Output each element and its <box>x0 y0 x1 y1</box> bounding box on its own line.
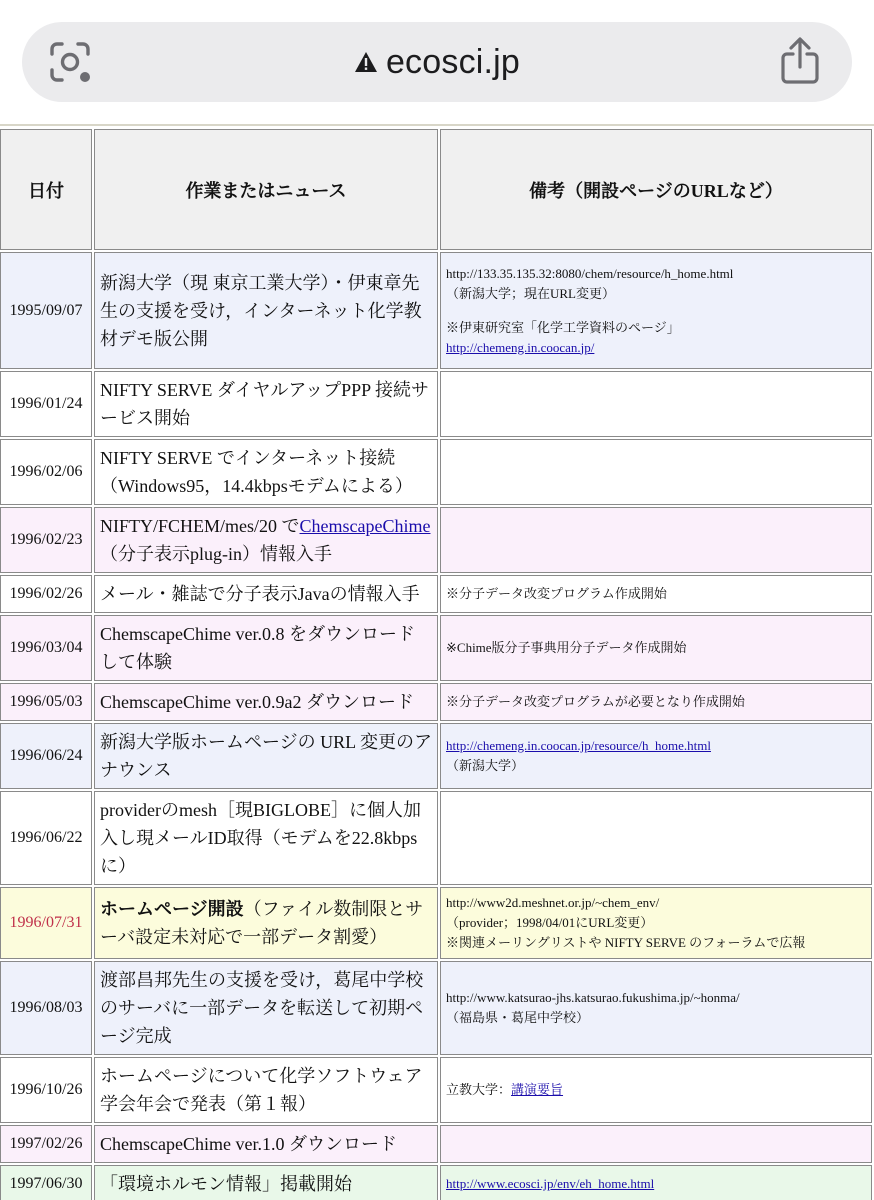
warning-triangle-icon <box>354 51 378 73</box>
table-row <box>0 615 872 681</box>
share-icon[interactable] <box>778 36 822 86</box>
note-url: http://www.katsurao-jhs.katsurao.fukushima.jp/~honma/ <box>446 990 740 1005</box>
row-note: ※Chime版分子事典用分子データ作成開始 <box>440 615 872 681</box>
row-news: メール・雑誌で分子表示Javaの情報入手 <box>94 575 438 613</box>
row-note <box>440 439 872 505</box>
row-date: 1997/06/30 <box>0 1165 92 1200</box>
news-text: （分子表示plug-in）情報入手 <box>100 544 332 564</box>
row-news: ChemscapeChime ver.1.0 ダウンロード <box>94 1125 438 1163</box>
table-row <box>0 791 872 885</box>
row-date: 1996/03/04 <box>0 615 92 681</box>
table-row <box>0 683 872 721</box>
news-text: NIFTY/FCHEM/mes/20 で <box>100 516 300 536</box>
table-row <box>0 252 872 369</box>
row-news: NIFTY SERVE でインターネット接続（Windows95，14.4kbpsモデムによる） <box>94 439 438 505</box>
row-note <box>440 1057 872 1123</box>
row-news: 渡部昌邦先生の支援を受け，葛尾中学校のサーバに一部データを転送して初期ページ完成 <box>94 961 438 1055</box>
table-row <box>0 723 872 789</box>
row-date: 1996/02/06 <box>0 439 92 505</box>
table-row <box>0 961 872 1055</box>
row-date: 1996/08/03 <box>0 961 92 1055</box>
history-table <box>0 127 874 1200</box>
history-table-container <box>0 127 874 1200</box>
row-date: 1996/02/23 <box>0 507 92 573</box>
row-news: 「環境ホルモン情報」掲載開始 <box>94 1165 438 1200</box>
row-date: 1996/02/26 <box>0 575 92 613</box>
header-news: 作業またはニュース <box>94 129 438 250</box>
row-date: 1996/07/31 <box>0 887 92 959</box>
row-note <box>440 371 872 437</box>
news-text: （ファイル数制限とサーバ設定未対応で一部データ割愛） <box>100 899 424 947</box>
table-header-row <box>0 129 872 250</box>
abstract-link[interactable]: 講演要旨 <box>511 1082 564 1097</box>
table-row <box>0 507 872 573</box>
row-note: ※分子データ改変プログラム作成開始 <box>440 575 872 613</box>
row-news: ホームページについて化学ソフトウェア学会年会で発表（第１報） <box>94 1057 438 1123</box>
row-date: 1996/06/22 <box>0 791 92 885</box>
news-highlight: ホームページ開設 <box>100 899 244 919</box>
note-text: ※関連メーリングリストや NIFTY SERVE のフォーラムで広報 <box>446 935 806 950</box>
browser-toolbar <box>0 0 874 124</box>
row-news: 新潟大学版ホームページの URL 変更のアナウンス <box>94 723 438 789</box>
note-text: （新潟大学；現在URL変更） <box>446 285 616 301</box>
row-note <box>440 791 872 885</box>
row-news <box>94 887 438 959</box>
note-link[interactable]: http://chemeng.in.coocan.jp/ <box>446 339 595 355</box>
row-note <box>440 1125 872 1163</box>
table-row <box>0 1057 872 1123</box>
row-note <box>440 1165 872 1200</box>
row-news: ChemscapeChime ver.0.9a2 ダウンロード <box>94 683 438 721</box>
row-news: 新潟大学（現 東京工業大学）・伊東章先生の支援を受け，インターネット化学教材デモ版公開 <box>94 252 438 369</box>
note-url: http://www2d.meshnet.or.jp/~chem_env/ <box>446 895 660 910</box>
note-text: （provider；1998/04/01にURL変更） <box>446 915 654 930</box>
row-news: NIFTY SERVE ダイヤルアップPPP 接続サービス開始 <box>94 371 438 437</box>
row-note <box>440 887 872 959</box>
table-row <box>0 439 872 505</box>
note-link[interactable]: http://www.ecosci.jp/env/eh_home.html <box>446 1176 655 1191</box>
row-note <box>440 507 872 573</box>
row-news: providerのmesh［現BIGLOBE］に個人加入し現メールID取得（モデムを22.8kbpsに） <box>94 791 438 885</box>
row-date: 1996/06/24 <box>0 723 92 789</box>
table-row <box>0 1125 872 1163</box>
note-text: ※伊東研究室「化学工学資料のページ」 <box>446 319 680 335</box>
url-display[interactable] <box>0 40 874 84</box>
note-url: http://133.35.135.32:8080/chem/resource/h_home.html <box>446 265 734 281</box>
note-text: 立教大学： <box>446 1082 512 1097</box>
table-row <box>0 371 872 437</box>
row-date: 1995/09/07 <box>0 252 92 369</box>
row-date: 1996/01/24 <box>0 371 92 437</box>
table-row <box>0 887 872 959</box>
row-date: 1996/05/03 <box>0 683 92 721</box>
header-note: 備考（開設ページのURLなど） <box>440 129 872 250</box>
note-text: （新潟大学） <box>446 758 525 773</box>
row-note <box>440 252 872 369</box>
url-text: ecosci.jp <box>385 42 521 81</box>
row-news <box>94 507 438 573</box>
row-date: 1996/10/26 <box>0 1057 92 1123</box>
row-note <box>440 961 872 1055</box>
row-note: ※分子データ改変プログラムが必要となり作成開始 <box>440 683 872 721</box>
toolbar-divider <box>0 124 874 126</box>
chemscapechime-link[interactable]: ChemscapeChime <box>299 516 431 536</box>
row-note <box>440 723 872 789</box>
row-date: 1997/02/26 <box>0 1125 92 1163</box>
note-text: （福島県・葛尾中学校） <box>446 1010 590 1025</box>
row-news: ChemscapeChime ver.0.8 をダウンロードして体験 <box>94 615 438 681</box>
header-date: 日付 <box>0 129 92 250</box>
table-row <box>0 1165 872 1200</box>
table-row <box>0 575 872 613</box>
note-link[interactable]: http://chemeng.in.coocan.jp/resource/h_home.html <box>446 738 711 753</box>
